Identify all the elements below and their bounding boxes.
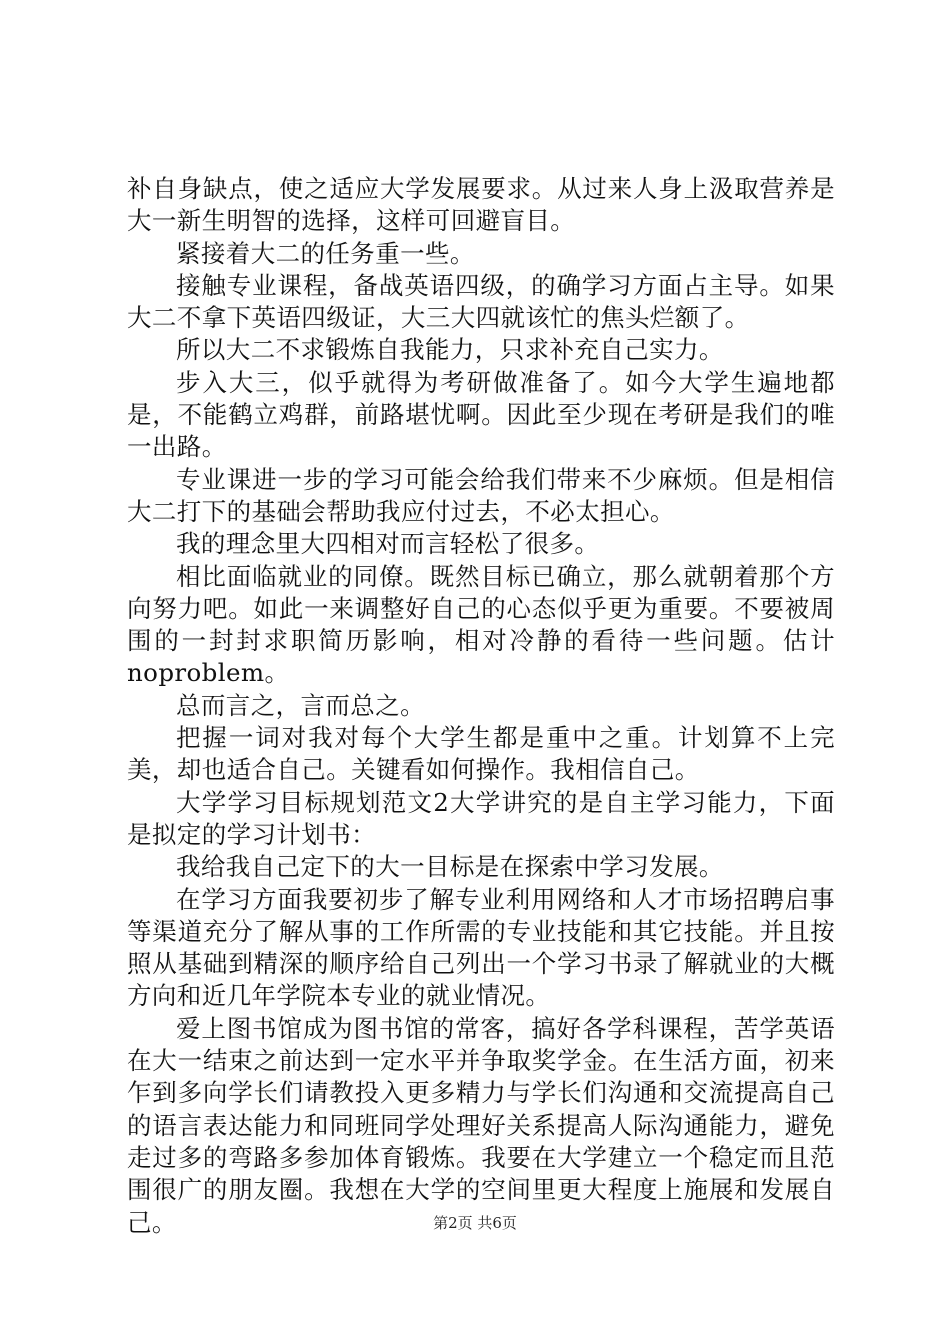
paragraph: 爱上图书馆成为图书馆的常客，搞好各学科课程，苦学英语在大一结束之前达到一定水平并争取奖学金。在生活方面，初来乍到多向学长们请教投入更多精力与学长们沟通和交流提高自己的语言表达能力和同班同学处理好关系提高人际沟通能力，避免走过多的弯路多参加体育锻炼。我要在大学建立一个稳定而且范围很广的朋友圈。我想在大学的空间里更大程度上施展和发展自己。 [127, 1013, 835, 1237]
paragraph: 我给我自己定下的大一目标是在探索中学习发展。 [176, 852, 724, 882]
document-body [127, 173, 835, 1239]
paragraph: 总而言之，言而总之。 [176, 690, 425, 720]
paragraph: 把握一词对我对每个大学生都是重中之重。计划算不上完美，却也适合自己。关键看如何操作。我相信自己。 [127, 723, 835, 785]
paragraph: 专业课进一步的学习可能会给我们带来不少麻烦。但是相信大二打下的基础会帮助我应付过去，不必太担心。 [127, 464, 835, 526]
paragraph: 在学习方面我要初步了解专业利用网络和人才市场招聘启事等渠道充分了解从事的工作所需的专业技能和其它技能。并且按照从基础到精深的顺序给自己列出一个学习书录了解就业的大概方向和近几年学院本专业的就业情况。 [127, 884, 835, 1011]
paragraph: 紧接着大二的任务重一些。 [176, 238, 475, 268]
paragraph: 大学学习目标规划范文2大学讲究的是自主学习能力，下面是拟定的学习计划书： [127, 787, 835, 849]
paragraph: 接触专业课程，备战英语四级，的确学习方面占主导。如果大二不拿下英语四级证，大三大四就该忙的焦头烂额了。 [127, 270, 835, 333]
paragraph: 我的理念里大四相对而言轻松了很多。 [176, 529, 600, 559]
paragraph: 相比面临就业的同僚。既然目标已确立，那么就朝着那个方向努力吧。如此一来调整好自己的心态似乎更为重要。不要被周围的一封封求职简历影响，相对冷静的看待一些问题。估计noproblem。 [127, 561, 835, 688]
paragraph: 补自身缺点，使之适应大学发展要求。从过来人身上汲取营养是大一新生明智的选择，这样可回避盲目。 [127, 174, 835, 236]
paragraph: 步入大三，似乎就得为考研做准备了。如今大学生遍地都是，不能鹤立鸡群，前路堪忧啊。因此至少现在考研是我们的唯一出路。 [127, 367, 835, 462]
paragraph: 所以大二不求锻炼自我能力，只求补充自己实力。 [176, 335, 724, 365]
page-number-footer: 第2页 共6页 [433, 1214, 517, 1232]
